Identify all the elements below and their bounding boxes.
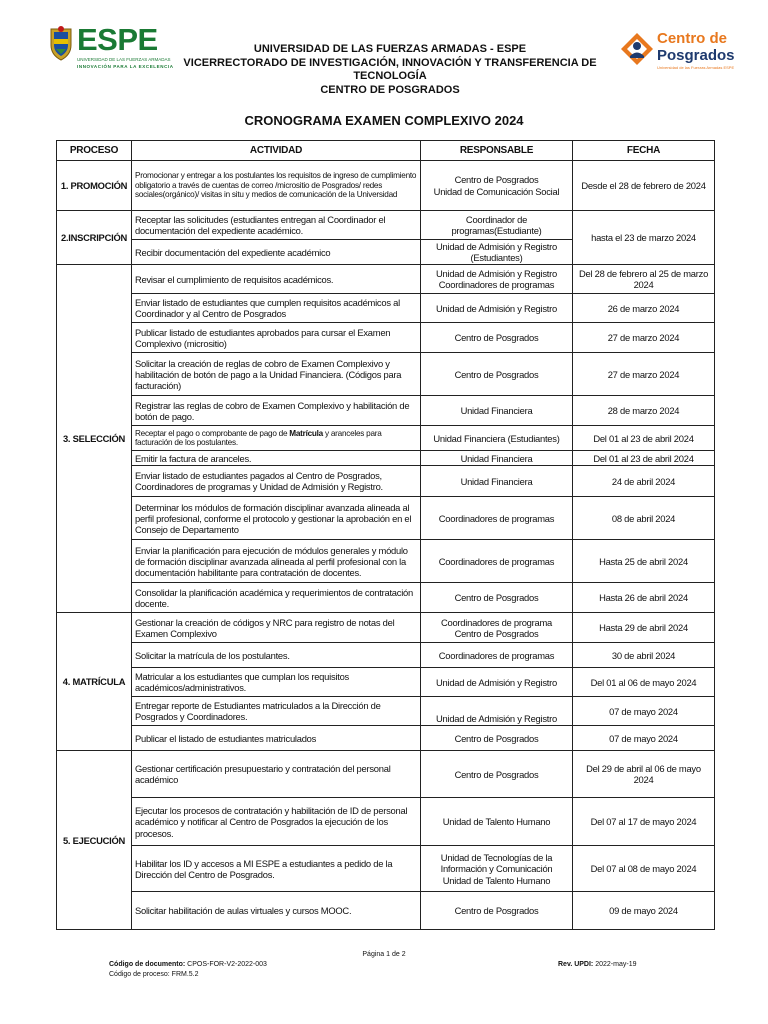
proceso-cell: 3. SELECCIÓN xyxy=(57,265,132,613)
fecha-cell: Hasta 29 de abril 2024 xyxy=(573,613,715,643)
actividad-cell: Publicar el listado de estudiantes matriculados xyxy=(132,726,421,751)
actividad-cell: Solicitar la matrícula de los postulantes. xyxy=(132,643,421,668)
espe-tagline-bottom: INNOVACIÓN PARA LA EXCELENCIA xyxy=(77,64,174,69)
table-row xyxy=(57,451,715,466)
fecha-cell: 28 de marzo 2024 xyxy=(573,396,715,426)
responsable-cell: Coordinador de programas(Estudiante) xyxy=(421,211,573,240)
actividad-cell: Habilitar los ID y accesos a MI ESPE a estudiantes a pedido de la Dirección del Centro de Posgrados. xyxy=(132,846,421,892)
actividad-cell: Ejecutar los procesos de contratación y habilitación de ID de personal académico y notificar al Centro de Posgrados la ejecución de los procesos. xyxy=(132,798,421,846)
responsable-cell: Coordinadores de programas xyxy=(421,643,573,668)
responsable-cell: Unidad Financiera xyxy=(421,451,573,466)
table-row xyxy=(57,892,715,930)
fecha-cell: 26 de marzo 2024 xyxy=(573,294,715,323)
responsable-cell: Centro de Posgrados xyxy=(421,583,573,613)
document-header xyxy=(170,43,610,97)
fecha-cell: Del 07 al 08 de mayo 2024 xyxy=(573,846,715,892)
centro-logo-line1: Centro de xyxy=(657,30,728,47)
revision-value: 2022-may-19 xyxy=(595,961,637,968)
table-row xyxy=(57,613,715,643)
table-row xyxy=(57,265,715,294)
centro-posgrados-logo xyxy=(617,30,735,78)
responsable-cell: Centro de Posgrados xyxy=(421,323,573,353)
table-row xyxy=(57,323,715,353)
table-row xyxy=(57,294,715,323)
actividad-text-pre: Receptar el pago o comprobante de pago de xyxy=(135,428,290,438)
table-row xyxy=(57,211,715,240)
responsable-cell: Coordinadores de programas xyxy=(421,540,573,583)
responsable-line: Centro de Posgrados Unidad de Comunicación Social xyxy=(433,174,560,197)
table-row xyxy=(57,396,715,426)
responsable-cell: Unidad de Admisión y Registro xyxy=(421,697,573,726)
table-row xyxy=(57,161,715,211)
responsable-cell: Centro de Posgrados xyxy=(421,751,573,798)
process-code-value: FRM.5.2 xyxy=(171,971,199,978)
fecha-cell: 07 de mayo 2024 xyxy=(573,697,715,726)
fecha-cell: 08 de abril 2024 xyxy=(573,497,715,540)
actividad-cell: Consolidar la planificación académica y requerimientos de contratación docente. xyxy=(132,583,421,613)
fecha-cell: Del 29 de abril al 06 de mayo 2024 xyxy=(573,751,715,798)
actividad-cell: Revisar el cumplimiento de requisitos académicos. xyxy=(132,265,421,294)
responsable-cell: Centro de Posgrados xyxy=(421,353,573,396)
col-header-responsable: RESPONSABLE xyxy=(421,141,573,161)
responsable-cell: Unidad de Admisión y Registro xyxy=(421,294,573,323)
actividad-cell: Recibir documentación del expediente académico xyxy=(132,240,421,265)
document-code-label: Código de documento: xyxy=(109,961,186,968)
actividad-cell: Gestionar la creación de códigos y NRC para registro de notas del Examen Complexivo xyxy=(132,613,421,643)
table-row xyxy=(57,751,715,798)
table-row xyxy=(57,540,715,583)
table-row xyxy=(57,643,715,668)
page-title: CRONOGRAMA EXAMEN COMPLEXIVO 2024 xyxy=(244,113,524,128)
table-row xyxy=(57,353,715,396)
header-vicerrectorado: VICERRECTORADO DE INVESTIGACIÓN, INNOVACIÓN Y TRANSFERENCIA DE xyxy=(183,56,597,69)
actividad-cell: Publicar listado de estudiantes aprobados para cursar el Examen Complexivo (micrositio) xyxy=(132,323,421,353)
revision xyxy=(558,961,636,968)
table-row xyxy=(57,668,715,697)
table-row xyxy=(57,697,715,726)
header-centro: CENTRO DE POSGRADOS xyxy=(320,83,460,96)
responsable-cell: Coordinadores de programas xyxy=(421,497,573,540)
centro-logo-line3: Universidad de las Fuerzas Armadas ESPE xyxy=(657,65,735,70)
actividad-cell: Enviar listado de estudiantes pagados al Centro de Posgrados, Coordinadores de programas y Unidad de Admisión y Registro. xyxy=(132,466,421,497)
actividad-cell: Entregar reporte de Estudiantes matriculados a la Dirección de Posgrados y Coordinadores. xyxy=(132,697,421,726)
fecha-cell: Desde el 28 de febrero de 2024 xyxy=(573,161,715,211)
fecha-cell: Del 07 al 17 de mayo 2024 xyxy=(573,798,715,846)
responsable-cell: Unidad de Admisión y Registro Coordinadores de programas xyxy=(421,265,573,294)
fecha-cell: Del 28 de febrero al 25 de marzo 2024 xyxy=(573,265,715,294)
fecha-cell: 24 de abril 2024 xyxy=(573,466,715,497)
responsable-cell: Unidad de Admisión y Registro (Estudiantes) xyxy=(421,240,573,265)
centro-logo-line2: Posgrados xyxy=(657,47,735,64)
actividad-cell: Emitir la factura de aranceles. xyxy=(132,451,421,466)
fecha-cell: 09 de mayo 2024 xyxy=(573,892,715,930)
col-header-fecha: FECHA xyxy=(573,141,715,161)
col-header-proceso: PROCESO xyxy=(57,141,132,161)
actividad-cell: Solicitar la creación de reglas de cobro de Examen Complexivo y habilitación de botón de pago a la Unidad Financiera. (Códigos para facturación) xyxy=(132,353,421,396)
table-row xyxy=(57,466,715,497)
responsable-cell: Centro de Posgrados xyxy=(421,726,573,751)
actividad-text-bold: Matrícula xyxy=(289,428,323,438)
document-code-value: CPOS-FOR-V2-2022-003 xyxy=(187,961,267,968)
table-row xyxy=(57,798,715,846)
actividad-cell: Gestionar certificación presupuestario y contratación del personal académico xyxy=(132,751,421,798)
actividad-cell: Solicitar habilitación de aulas virtuales y cursos MOOC. xyxy=(132,892,421,930)
centro-posgrados-mark-icon xyxy=(617,30,657,70)
responsable-cell: Unidad Financiera xyxy=(421,396,573,426)
document-code xyxy=(109,961,267,968)
fecha-cell: Hasta 26 de abril 2024 xyxy=(573,583,715,613)
responsable-cell: Coordinadores de programa Centro de Posgrados xyxy=(421,613,573,643)
header-tecnologia: TECNOLOGÍA xyxy=(353,70,427,82)
proceso-cell: 1. PROMOCIÓN xyxy=(57,161,132,211)
actividad-cell: Registrar las reglas de cobro de Examen Complexivo y habilitación de botón de pago. xyxy=(132,396,421,426)
col-header-actividad: ACTIVIDAD xyxy=(132,141,421,161)
fecha-cell: 27 de marzo 2024 xyxy=(573,353,715,396)
fecha-cell: Del 01 al 06 de mayo 2024 xyxy=(573,668,715,697)
fecha-cell: Del 01 al 23 de abril 2024 xyxy=(573,451,715,466)
university-seal-icon xyxy=(48,25,74,61)
responsable-cell: Unidad de Tecnologías de la Información y Comunicación Unidad de Talento Humano xyxy=(421,846,573,892)
espe-logo xyxy=(48,22,174,72)
process-code-label: Código de proceso: xyxy=(109,971,170,978)
revision-label: Rev. UPDI: xyxy=(558,961,594,968)
actividad-cell: Promocionar y entregar a los postulantes los requisitos de ingreso de cumplimiento obligatorio a través de cuentas de correo /micrositio de Posgrados/ redes sociales(orgánico)/ visitas in situ y medios de comunicación de la Universidad xyxy=(132,161,421,211)
actividad-text-post: y aranceles para facturación de los postulantes. xyxy=(135,428,382,448)
responsable-cell: Unidad de Admisión y Registro xyxy=(421,668,573,697)
actividad-cell: Determinar los módulos de formación disciplinar avanzada alineada al perfil profesional, conforme el protocolo y gestionar la aprobación en el Consejo de Departamento xyxy=(132,497,421,540)
responsable-cell xyxy=(421,161,573,211)
espe-wordmark: ESPE xyxy=(77,22,158,57)
fecha-cell: Hasta 25 de abril 2024 xyxy=(573,540,715,583)
table-row xyxy=(57,846,715,892)
responsable-cell: Unidad Financiera (Estudiantes) xyxy=(421,426,573,451)
proceso-cell: 5. EJECUCIÓN xyxy=(57,751,132,930)
table-row xyxy=(57,426,715,451)
proceso-cell: 2.INSCRIPCIÓN xyxy=(57,211,132,265)
schedule-table xyxy=(56,140,715,930)
fecha-cell: Del 01 al 23 de abril 2024 xyxy=(573,426,715,451)
table-row xyxy=(57,583,715,613)
actividad-cell: Matricular a los estudiantes que cumplan los requisitos académicos/administrativos. xyxy=(132,668,421,697)
page-number: Página 1 de 2 xyxy=(362,951,406,958)
actividad-cell xyxy=(132,426,421,451)
responsable-cell: Unidad de Talento Humano xyxy=(421,798,573,846)
responsable-cell: Centro de Posgrados xyxy=(421,892,573,930)
table-row xyxy=(57,726,715,751)
actividad-cell: Enviar la planificación para ejecución de módulos generales y módulo de formación disciplinar avanzada alineada al perfil profesional con la documentación habilitante para contratación de docentes. xyxy=(132,540,421,583)
table-header-row xyxy=(57,141,715,161)
actividad-cell: Receptar las solicitudes (estudiantes entregan al Coordinador el documentación del expediente académico. xyxy=(132,211,421,240)
fecha-cell: 07 de mayo 2024 xyxy=(573,726,715,751)
actividad-cell: Enviar listado de estudiantes que cumplen requisitos académicos al Coordinador y al Centro de Posgrados xyxy=(132,294,421,323)
header-university: UNIVERSIDAD DE LAS FUERZAS ARMADAS - ESPE xyxy=(253,43,527,55)
process-code xyxy=(109,971,199,978)
table-row xyxy=(57,497,715,540)
fecha-cell: 30 de abril 2024 xyxy=(573,643,715,668)
fecha-cell: 27 de marzo 2024 xyxy=(573,323,715,353)
fecha-cell: hasta el 23 de marzo 2024 xyxy=(573,211,715,265)
espe-tagline-top: UNIVERSIDAD DE LAS FUERZAS ARMADAS xyxy=(77,57,171,62)
responsable-cell: Unidad Financiera xyxy=(421,466,573,497)
proceso-cell: 4. MATRÍCULA xyxy=(57,613,132,751)
